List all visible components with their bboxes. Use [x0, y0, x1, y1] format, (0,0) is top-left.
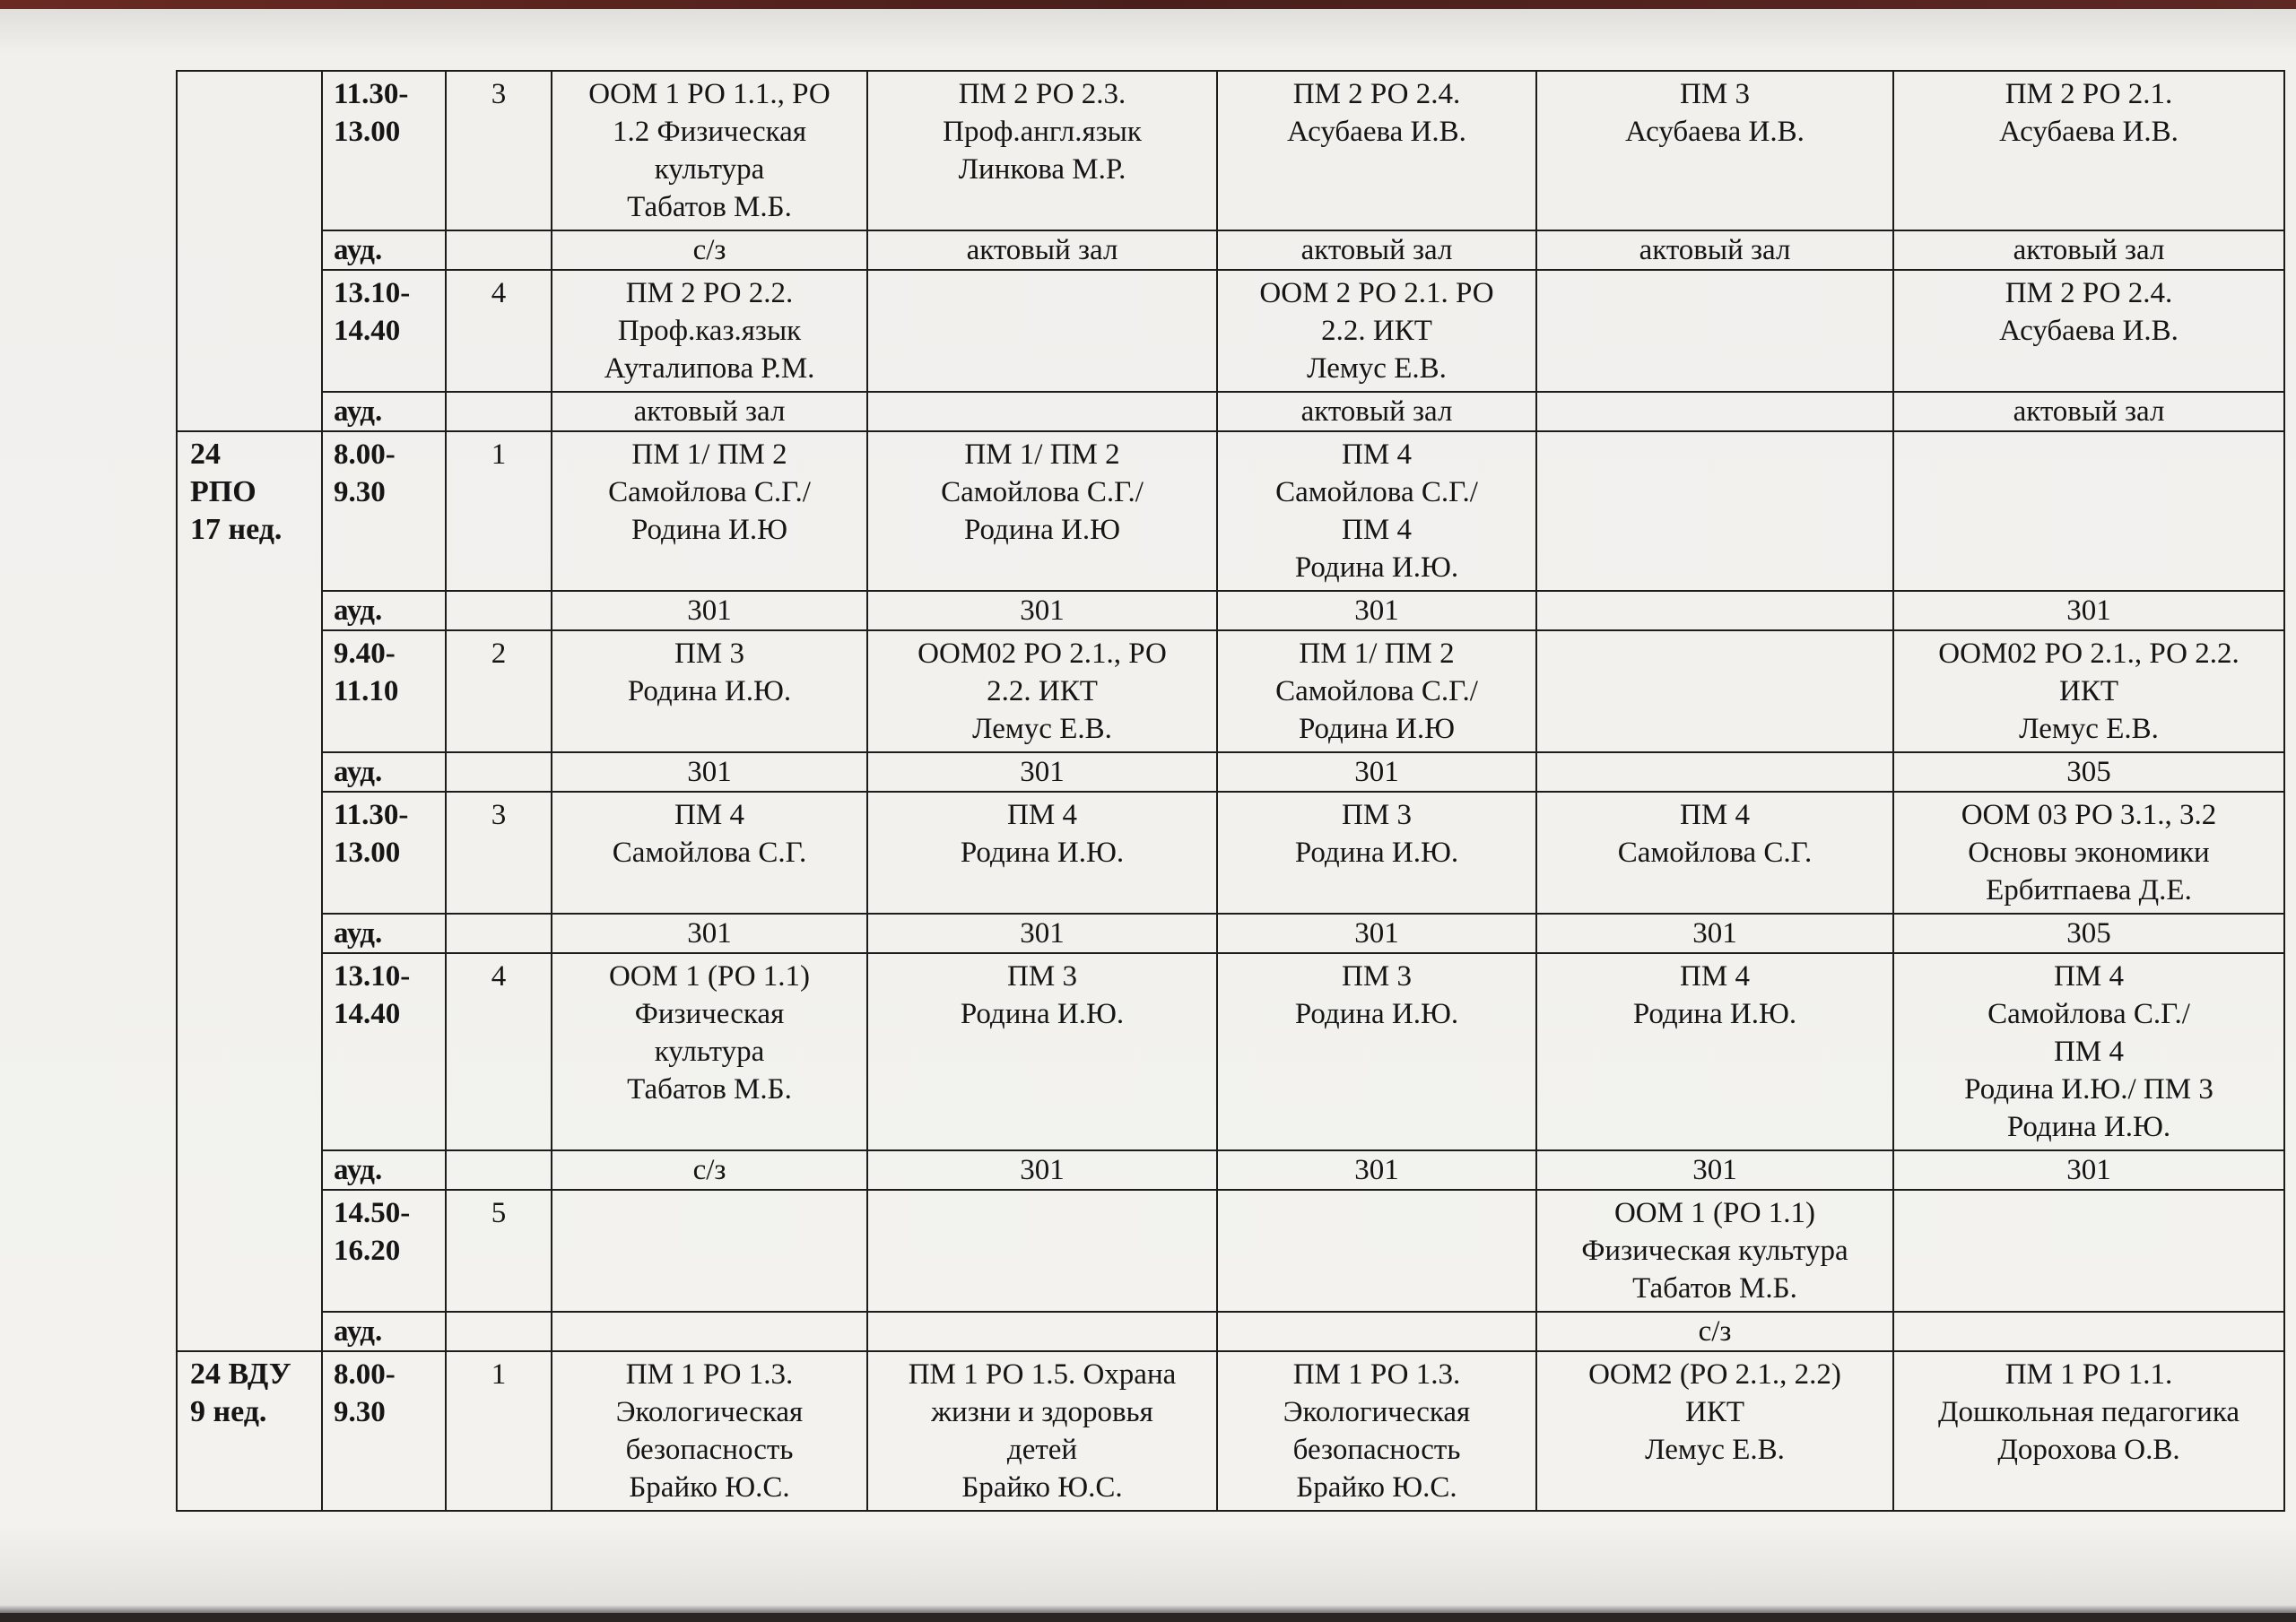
lesson-number: 3	[446, 71, 552, 230]
lesson-cell	[1536, 270, 1893, 392]
table-row	[177, 792, 2284, 914]
room-label: ауд.	[322, 230, 446, 270]
lesson-cell: ПМ 1 РО 1.1. Дошкольная педагогика Дорохова О.В.	[1893, 1351, 2284, 1511]
room-cell	[446, 752, 552, 792]
lesson-cell	[1536, 630, 1893, 752]
lesson-number: 4	[446, 270, 552, 392]
lesson-cell: ООМ02 РО 2.1., РО 2.2. ИКТ Лемус Е.В.	[867, 630, 1217, 752]
lesson-number: 1	[446, 1351, 552, 1511]
schedule-table	[176, 70, 2285, 1512]
lesson-cell: ПМ 2 РО 2.2. Проф.каз.язык Ауталипова Р.М.	[552, 270, 867, 392]
room-cell	[552, 1312, 867, 1351]
lesson-cell: ПМ 1/ ПМ 2 Самойлова С.Г./ Родина И.Ю	[867, 431, 1217, 591]
table-row	[177, 591, 2284, 630]
lesson-cell: ПМ 4 Самойлова С.Г./ ПМ 4 Родина И.Ю./ ПМ 3 Родина И.Ю.	[1893, 953, 2284, 1150]
room-label: ауд.	[322, 752, 446, 792]
room-cell: 301	[867, 752, 1217, 792]
room-cell	[446, 914, 552, 953]
room-cell: 301	[1217, 752, 1536, 792]
group-cell: 24 РПО 17 нед.	[177, 431, 322, 1351]
lesson-cell	[867, 270, 1217, 392]
room-cell: актовый зал	[1536, 230, 1893, 270]
room-cell	[446, 392, 552, 431]
room-cell: 301	[1536, 914, 1893, 953]
lesson-number: 5	[446, 1190, 552, 1312]
table-row	[177, 953, 2284, 1150]
time-cell: 14.50- 16.20	[322, 1190, 446, 1312]
room-cell: 301	[1536, 1150, 1893, 1190]
table-row	[177, 270, 2284, 392]
room-cell: актовый зал	[1893, 392, 2284, 431]
room-cell: 301	[867, 914, 1217, 953]
room-cell	[446, 230, 552, 270]
room-label: ауд.	[322, 1312, 446, 1351]
lesson-cell: ПМ 3 Асубаева И.В.	[1536, 71, 1893, 230]
room-cell: актовый зал	[1217, 230, 1536, 270]
room-cell	[1893, 1312, 2284, 1351]
lesson-cell: ПМ 4 Самойлова С.Г.	[552, 792, 867, 914]
room-cell: 301	[552, 914, 867, 953]
lesson-cell: ООМ2 (РО 2.1., 2.2) ИКТ Лемус Е.В.	[1536, 1351, 1893, 1511]
room-cell: актовый зал	[1893, 230, 2284, 270]
room-cell: с/з	[1536, 1312, 1893, 1351]
room-cell: 301	[1217, 591, 1536, 630]
room-cell	[867, 1312, 1217, 1351]
time-cell: 11.30- 13.00	[322, 792, 446, 914]
lesson-cell	[1536, 431, 1893, 591]
lesson-cell: ООМ 1 (РО 1.1) Физическая культура Табатов М.Б.	[1536, 1190, 1893, 1312]
lesson-cell: ПМ 2 РО 2.1. Асубаева И.В.	[1893, 71, 2284, 230]
room-cell: актовый зал	[1217, 392, 1536, 431]
table-row	[177, 752, 2284, 792]
room-label: ауд.	[322, 591, 446, 630]
lesson-cell: ПМ 1 РО 1.3. Экологическая безопасность Брайко Ю.С.	[552, 1351, 867, 1511]
room-cell: 301	[552, 591, 867, 630]
room-cell: 301	[1893, 591, 2284, 630]
table-row	[177, 230, 2284, 270]
room-cell: 301	[1217, 1150, 1536, 1190]
lesson-number: 1	[446, 431, 552, 591]
room-cell: 301	[552, 752, 867, 792]
lesson-cell: ПМ 3 Родина И.Ю.	[867, 953, 1217, 1150]
room-cell	[1217, 1312, 1536, 1351]
room-cell: 301	[867, 1150, 1217, 1190]
lesson-cell: ПМ 4 Родина И.Ю.	[867, 792, 1217, 914]
page-top-edge	[0, 0, 2296, 9]
table-row	[177, 1150, 2284, 1190]
room-cell: актовый зал	[552, 392, 867, 431]
time-cell: 8.00- 9.30	[322, 431, 446, 591]
time-cell: 13.10- 14.40	[322, 953, 446, 1150]
time-cell: 9.40- 11.10	[322, 630, 446, 752]
room-cell	[446, 1150, 552, 1190]
group-cell: 24 ВДУ 9 нед.	[177, 1351, 322, 1511]
lesson-cell	[1217, 1190, 1536, 1312]
room-cell: 305	[1893, 914, 2284, 953]
lesson-cell: ООМ 2 РО 2.1. РО 2.2. ИКТ Лемус Е.В.	[1217, 270, 1536, 392]
lesson-cell: ПМ 1/ ПМ 2 Самойлова С.Г./ Родина И.Ю	[552, 431, 867, 591]
lesson-number: 3	[446, 792, 552, 914]
lesson-cell	[552, 1190, 867, 1312]
room-cell: с/з	[552, 1150, 867, 1190]
room-cell: актовый зал	[867, 230, 1217, 270]
lesson-cell: ПМ 3 Родина И.Ю.	[1217, 953, 1536, 1150]
room-label: ауд.	[322, 1150, 446, 1190]
lesson-cell: ПМ 1 РО 1.5. Охрана жизни и здоровья детей Брайко Ю.С.	[867, 1351, 1217, 1511]
time-cell: 11.30- 13.00	[322, 71, 446, 230]
table-row	[177, 1351, 2284, 1511]
room-cell	[1536, 392, 1893, 431]
room-cell: 301	[867, 591, 1217, 630]
room-cell: 301	[1893, 1150, 2284, 1190]
room-label: ауд.	[322, 392, 446, 431]
table-row	[177, 1312, 2284, 1351]
room-cell	[1536, 591, 1893, 630]
room-label: ауд.	[322, 914, 446, 953]
room-cell: 305	[1893, 752, 2284, 792]
room-cell: 301	[1217, 914, 1536, 953]
page-bottom-edge	[0, 1613, 2296, 1622]
lesson-cell: ООМ02 РО 2.1., РО 2.2. ИКТ Лемус Е.В.	[1893, 630, 2284, 752]
table-row	[177, 1190, 2284, 1312]
lesson-cell	[867, 1190, 1217, 1312]
room-cell: с/з	[552, 230, 867, 270]
time-cell: 13.10- 14.40	[322, 270, 446, 392]
lesson-cell: ПМ 3 Родина И.Ю.	[552, 630, 867, 752]
lesson-cell: ПМ 3 Родина И.Ю.	[1217, 792, 1536, 914]
lesson-cell	[1893, 1190, 2284, 1312]
lesson-cell: ПМ 1/ ПМ 2 Самойлова С.Г./ Родина И.Ю	[1217, 630, 1536, 752]
lesson-cell	[1893, 431, 2284, 591]
group-cell	[177, 71, 322, 431]
room-cell	[446, 591, 552, 630]
time-cell: 8.00- 9.30	[322, 1351, 446, 1511]
lesson-cell: ООМ 03 РО 3.1., 3.2 Основы экономики Ербитпаева Д.Е.	[1893, 792, 2284, 914]
room-cell	[1536, 752, 1893, 792]
lesson-cell: ПМ 2 РО 2.4. Асубаева И.В.	[1217, 71, 1536, 230]
lesson-cell: ПМ 1 РО 1.3. Экологическая безопасность Брайко Ю.С.	[1217, 1351, 1536, 1511]
lesson-number: 2	[446, 630, 552, 752]
lesson-cell: ПМ 2 РО 2.4. Асубаева И.В.	[1893, 270, 2284, 392]
table-row	[177, 71, 2284, 230]
table-row	[177, 431, 2284, 591]
lesson-cell: ПМ 4 Самойлова С.Г.	[1536, 792, 1893, 914]
room-cell	[446, 1312, 552, 1351]
lesson-cell: ПМ 2 РО 2.3. Проф.англ.язык Линкова М.Р.	[867, 71, 1217, 230]
lesson-cell: ООМ 1 (РО 1.1) Физическая культура Табатов М.Б.	[552, 953, 867, 1150]
room-cell	[867, 392, 1217, 431]
lesson-cell: ООМ 1 РО 1.1., РО 1.2 Физическая культура Табатов М.Б.	[552, 71, 867, 230]
table-row	[177, 392, 2284, 431]
lesson-number: 4	[446, 953, 552, 1150]
table-row	[177, 914, 2284, 953]
table-row	[177, 630, 2284, 752]
lesson-cell: ПМ 4 Родина И.Ю.	[1536, 953, 1893, 1150]
lesson-cell: ПМ 4 Самойлова С.Г./ ПМ 4 Родина И.Ю.	[1217, 431, 1536, 591]
